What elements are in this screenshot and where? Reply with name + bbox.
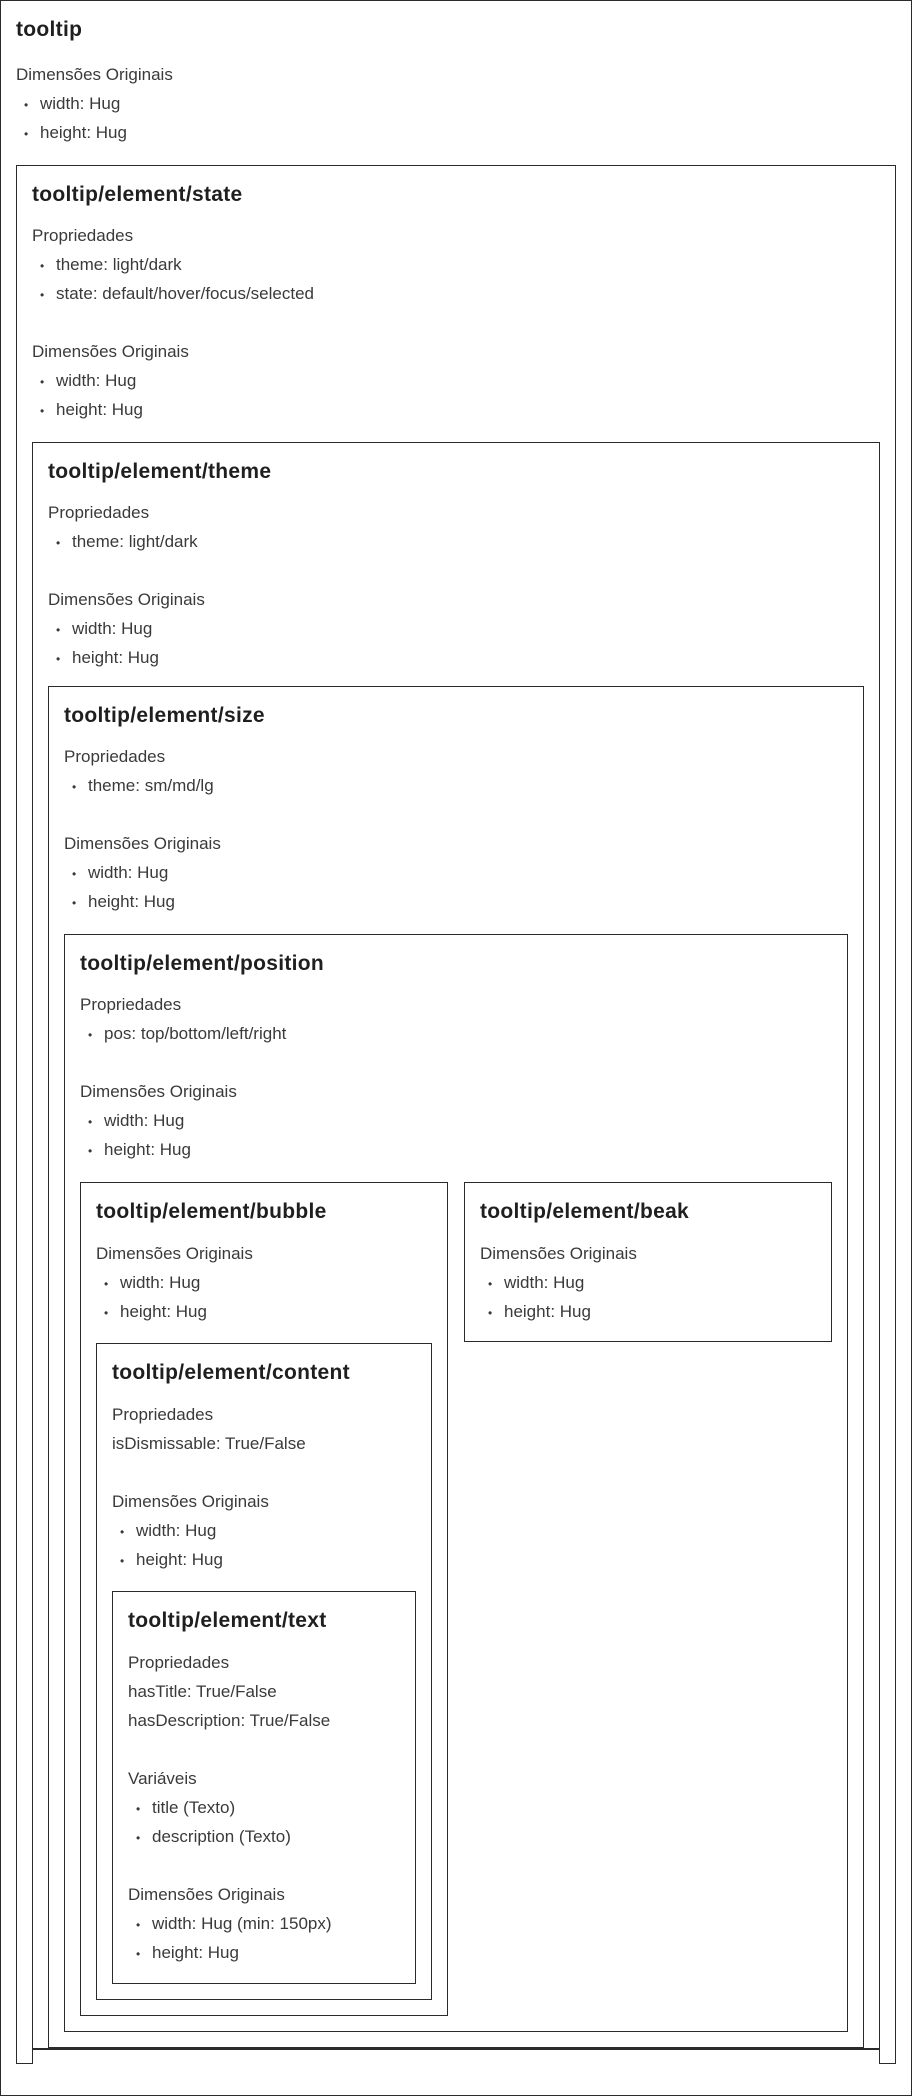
- content-dims-label: Dimensões Originais: [112, 1492, 269, 1511]
- state-dim-height: • height: Hug: [56, 400, 143, 420]
- text-prop-has-description: hasDescription: True/False: [128, 1711, 331, 1730]
- position-dims-label: Dimensões Originais: [80, 1082, 237, 1101]
- size-dim-width: • width: Hug: [88, 863, 168, 883]
- position-dim-width: • width: Hug: [104, 1111, 184, 1131]
- text-dim-height: • height: Hug: [152, 1943, 239, 1963]
- state-prop-state: • state: default/hover/focus/selected: [56, 284, 314, 304]
- beak-dims-label: Dimensões Originais: [480, 1244, 637, 1263]
- text-var-description: • description (Texto): [152, 1827, 291, 1847]
- beak-dim-height: • height: Hug: [504, 1302, 591, 1322]
- size-title: tooltip/element/size: [64, 704, 265, 727]
- state-dims-label: Dimensões Originais: [32, 342, 189, 361]
- bubble-dim-height: • height: Hug: [120, 1302, 207, 1322]
- state-title: tooltip/element/state: [32, 183, 243, 206]
- text-dims-label: Dimensões Originais: [128, 1885, 285, 1904]
- position-prop-pos: • pos: top/bottom/left/right: [104, 1024, 286, 1044]
- text-var-title: • title (Texto): [152, 1798, 235, 1818]
- text-props-label: Propriedades: [128, 1653, 230, 1672]
- theme-dim-width: • width: Hug: [72, 619, 152, 639]
- state-props-label: Propriedades: [32, 226, 134, 245]
- theme-title: tooltip/element/theme: [48, 460, 272, 483]
- bubble-dims-label: Dimensões Originais: [96, 1244, 253, 1263]
- state-dim-width: • width: Hug: [56, 371, 136, 391]
- beak-dim-width: • width: Hug: [504, 1273, 584, 1293]
- content-title: tooltip/element/content: [112, 1361, 350, 1384]
- theme-frame-bottom: [32, 2048, 880, 2050]
- theme-dim-height: • height: Hug: [72, 648, 159, 668]
- position-dim-height: • height: Hug: [104, 1140, 191, 1160]
- size-dims-label: Dimensões Originais: [64, 834, 221, 853]
- position-title: tooltip/element/position: [80, 952, 325, 975]
- size-props-label: Propriedades: [64, 747, 166, 766]
- state-prop-theme: • theme: light/dark: [56, 255, 182, 275]
- text-dim-width: • width: Hug (min: 150px): [152, 1914, 332, 1934]
- bubble-title: tooltip/element/bubble: [96, 1200, 327, 1223]
- content-prop-dismissable: isDismissable: True/False: [112, 1434, 306, 1453]
- tooltip-dims-label: Dimensões Originais: [16, 65, 173, 84]
- theme-props-label: Propriedades: [48, 503, 150, 522]
- content-props-label: Propriedades: [112, 1405, 214, 1424]
- content-dim-width: • width: Hug: [136, 1521, 216, 1541]
- bubble-dim-width: • width: Hug: [120, 1273, 200, 1293]
- text-title: tooltip/element/text: [128, 1609, 327, 1632]
- theme-prop-theme: • theme: light/dark: [72, 532, 198, 552]
- size-dim-height: • height: Hug: [88, 892, 175, 912]
- text-vars-label: Variáveis: [128, 1769, 197, 1788]
- tooltip-dim-height: • height: Hug: [40, 123, 127, 143]
- theme-dims-label: Dimensões Originais: [48, 590, 205, 609]
- tooltip-dim-width: • width: Hug: [40, 94, 120, 114]
- size-prop-theme: • theme: sm/md/lg: [88, 776, 214, 796]
- beak-title: tooltip/element/beak: [480, 1200, 690, 1223]
- tooltip-title: tooltip: [16, 18, 83, 41]
- position-props-label: Propriedades: [80, 995, 182, 1014]
- text-prop-has-title: hasTitle: True/False: [128, 1682, 277, 1701]
- content-dim-height: • height: Hug: [136, 1550, 223, 1570]
